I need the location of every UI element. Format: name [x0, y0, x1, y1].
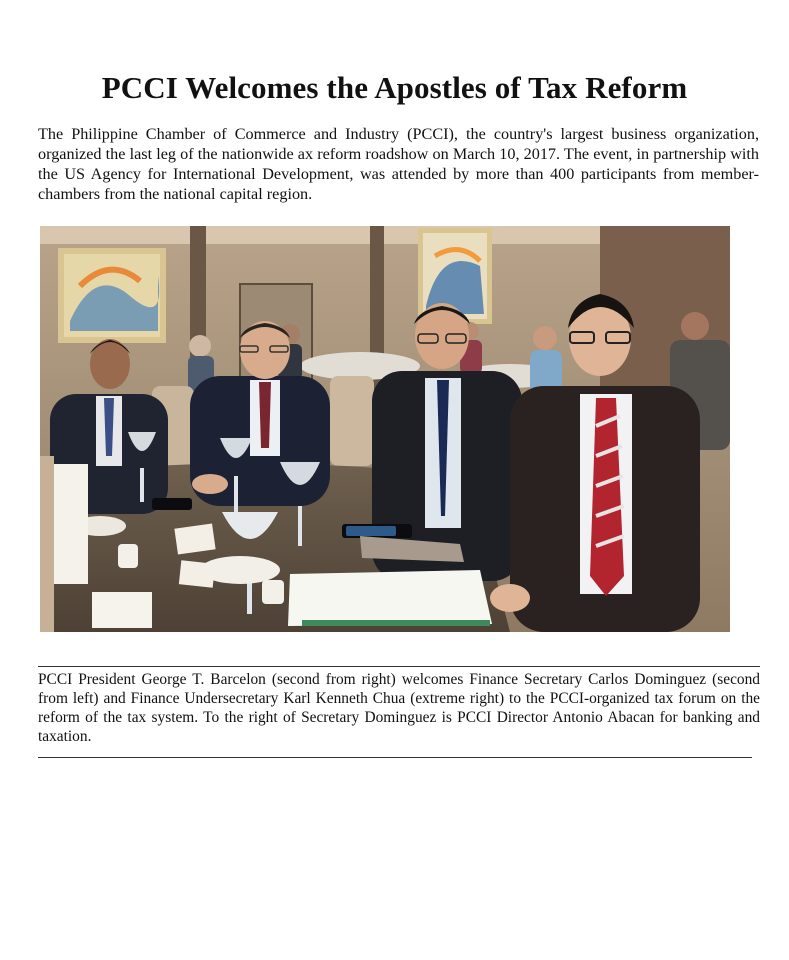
event-photo	[40, 226, 730, 632]
caption-top-rule	[38, 666, 760, 667]
article-lead-paragraph: The Philippine Chamber of Commerce and Industry (PCCI), the country's largest business organization, organized the last leg of the nationwide ax reform roadshow on March 10, 2017. The event, in partnership with the US Agency for International Development, was attended by more than 400 participants from member-chambers from the national capital region.	[38, 125, 759, 203]
caption-bottom-rule	[38, 757, 752, 758]
photo-caption: PCCI President George T. Barcelon (second from right) welcomes Finance Secretary Carlos Dominguez (second from left) and Finance Undersecretary Karl Kenneth Chua (extreme right) to the PCCI-organized tax forum on the reform of the tax system. To the right of Secretary Dominguez is PCCI Director Antonio Abacan for banking and taxation.	[38, 671, 760, 745]
article-headline: PCCI Welcomes the Apostles of Tax Reform	[101, 70, 688, 105]
